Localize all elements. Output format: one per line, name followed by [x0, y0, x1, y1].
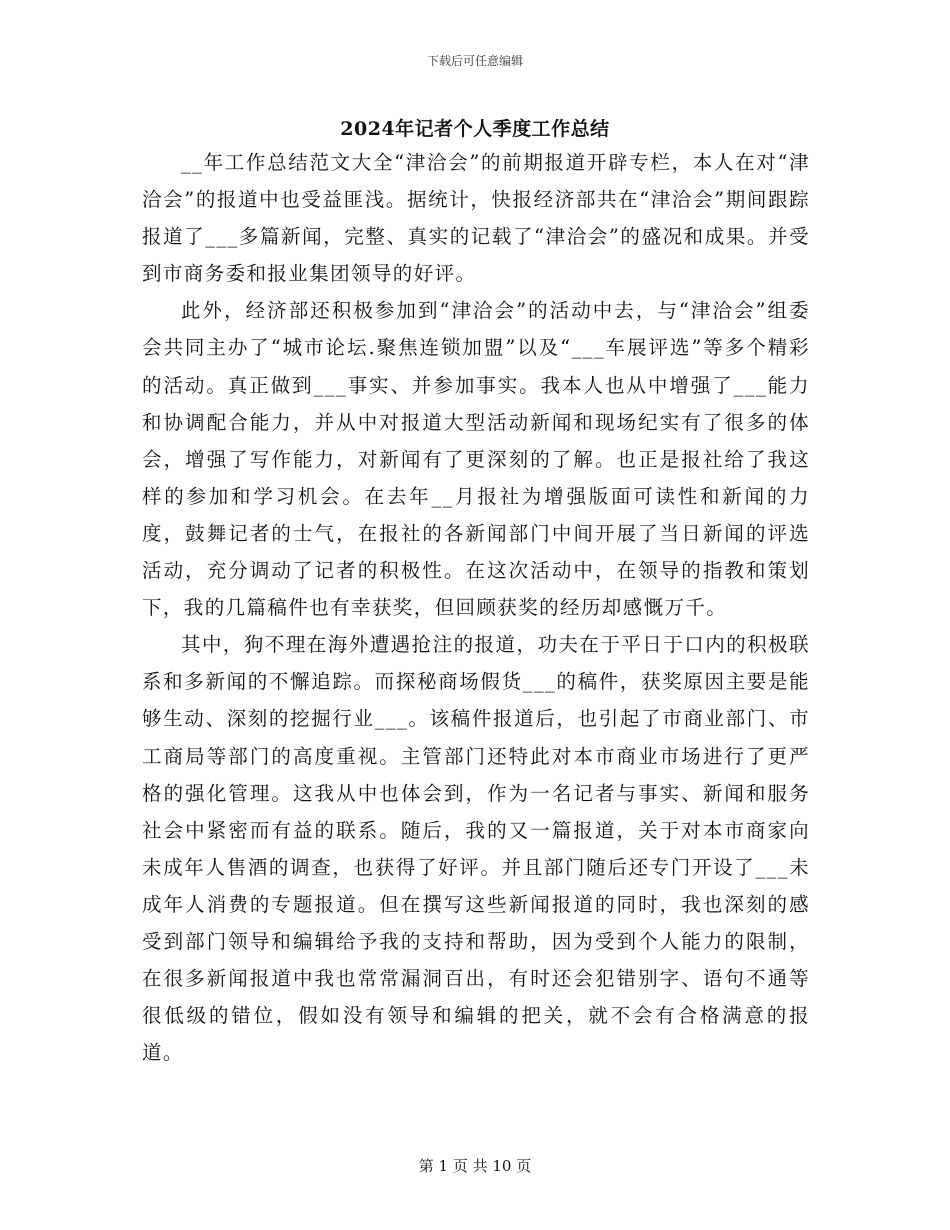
paragraph-2: 此外，经济部还积极参加到“津洽会”的活动中去，与“津洽会”组委会共同主办了“城市论坛.聚焦连锁加盟”以及“___车展评选”等多个精彩的活动。真正做到___事实、并参加事实。我本人也从中增强了___能力和协调配合能力，并从中对报道大型活动新闻和现场纪实有了很多的体会，增强了写作能力，对新闻有了更深刻的了解。也正是报社给了我这样的参加和学习机会。在去年__月报社为增强版面可读性和新闻的力度，鼓舞记者的士气，在报社的各新闻部门中间开展了当日新闻的评选活动，充分调动了记者的积极性。在这次活动中，在领导的指教和策划下，我的几篇稿件也有幸获奖，但回顾获奖的经历却感慨万千。	[142, 299, 810, 620]
header-note: 下载后可任意编辑	[426, 54, 523, 68]
document-title: 2024年记者个人季度工作总结	[340, 118, 610, 140]
page-number-footer: 第 1 页 共 10 页	[418, 1157, 532, 1175]
paragraph-3: 其中，狗不理在海外遭遇抢注的报道，功夫在于平日于口内的积极联系和多新闻的不懈追踪。而探秘商场假货___的稿件，获奖原因主要是能够生动、深刻的挖掘行业___。该稿件报道后，也引起了市商业部门、市工商局等部门的高度重视。主管部门还特此对本市商业市场进行了更严格的强化管理。这我从中也体会到，作为一名记者与事实、新闻和服务社会中紧密而有益的联系。随后，我的又一篇报道，关于对本市商家向未成年人售酒的调查，也获得了好评。并且部门随后还专门开设了___未成年人消费的专题报道。但在撰写这些新闻报道的同时，我也深刻的感受到部门领导和编辑给予我的支持和帮助，因为受到个人能力的限制，在很多新闻报道中我也常常漏洞百出，有时还会犯错别字、语句不通等很低级的错位，假如没有领导和编辑的把关，就不会有合格满意的报道。	[142, 633, 810, 1065]
paragraph-1: __年工作总结范文大全“津洽会”的前期报道开辟专栏，本人在对“津洽会”的报道中也受益匪浅。据统计，快报经济部共在“津洽会”期间跟踪报道了___多篇新闻，完整、真实的记载了“津洽会”的盛况和成果。并受到市商务委和报业集团领导的好评。	[142, 151, 810, 286]
document-body	[142, 144, 810, 1071]
